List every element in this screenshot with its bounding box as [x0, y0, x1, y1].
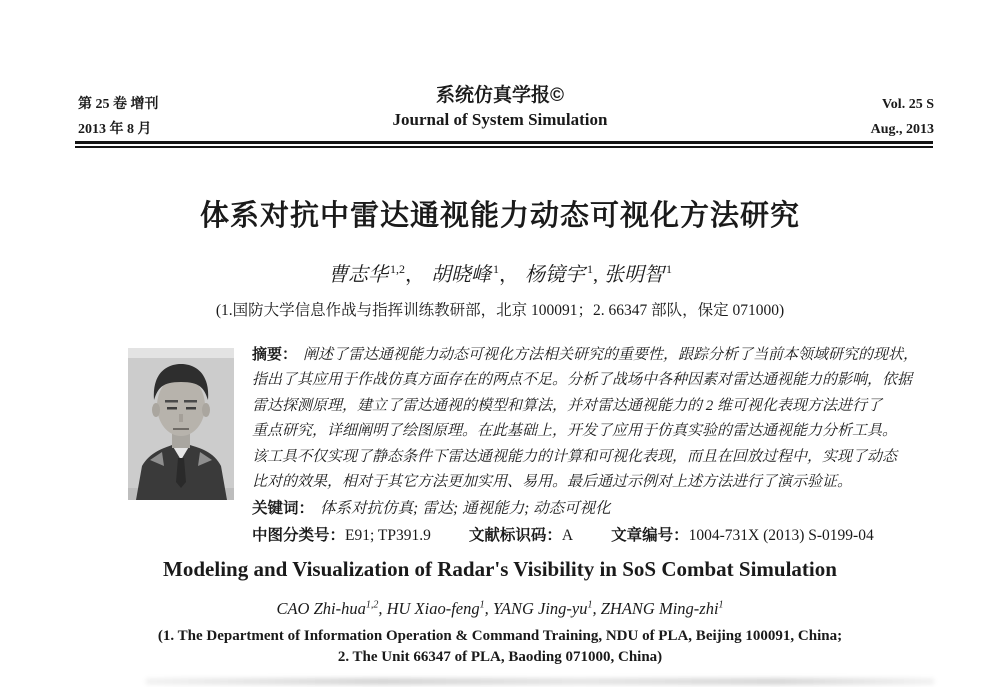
article-id-value: 1004-731X (2013) S-0199-04	[688, 527, 874, 544]
author-separator: ,	[484, 599, 493, 618]
abstract-line	[252, 342, 919, 368]
doc-code-label: 文献标识码：	[468, 527, 562, 544]
abstract-line: 该工具不仅实现了静态条件下雷达通视能力的计算和可视化表现，而且在回放过程中，实现了动态	[252, 448, 898, 465]
author-name: 张明智	[604, 264, 664, 286]
abstract-line: 雷达探测原理，建立了雷达通视的模型和算法，并对雷达通视能力的 2 维可视化表现方法进行了	[252, 397, 883, 414]
article-id-label: 文章编号：	[611, 527, 689, 544]
month-line: Aug., 2013	[870, 122, 934, 137]
author-portrait-icon	[128, 348, 234, 500]
author-separator: ,	[378, 599, 387, 618]
date-line: 2013 年 8 月	[78, 122, 152, 137]
author-affil-sup: 1	[666, 262, 672, 277]
author-affil-sup: 1	[587, 262, 593, 277]
author-line-en	[0, 599, 1000, 619]
author-affil-sup: 1	[479, 599, 485, 611]
keywords-line	[252, 496, 611, 518]
author-name-en: HU Xiao-feng	[386, 599, 480, 618]
paper-title-cn: 体系对抗中雷达通视能力动态可视化方法研究	[199, 200, 800, 232]
header-vol-date	[871, 92, 934, 142]
author-name-en: YANG Jing-yu	[492, 599, 588, 618]
author-photo	[128, 348, 234, 500]
author-affil-sup: 1	[493, 262, 499, 277]
keywords-label: 关键词：	[252, 500, 315, 517]
author-affil-sup: 1	[718, 599, 724, 611]
doc-code-value: A	[561, 527, 574, 544]
abstract-line: 重点研究，详细阐明了绘图原理。在此基础上，开发了应用于仿真实验的雷达通视能力分析工具。	[252, 423, 898, 440]
abstract-label: 摘要：	[252, 346, 298, 363]
author-separator: ,	[592, 599, 601, 618]
clc-label: 中图分类号：	[252, 527, 346, 544]
journal-name-cn: 系统仿真学报©	[436, 85, 564, 106]
vol-line: Vol. 25 S	[881, 97, 934, 112]
author-separator: ，	[499, 264, 519, 286]
author-affil-sup: 1	[587, 599, 593, 611]
journal-name-en: Journal of System Simulation	[392, 110, 608, 129]
abstract-block	[252, 342, 919, 495]
volume-line: 第 25 卷 增刊	[78, 97, 159, 112]
author-name: 杨镜宇	[525, 264, 585, 286]
author-name-en: ZHANG Ming-zhi	[600, 599, 719, 618]
scan-artifact	[145, 678, 935, 685]
meta-line	[252, 523, 874, 545]
header-double-rule	[75, 141, 933, 148]
affiliation-en-line2: 2. The Unit 66347 of PLA, Baoding 071000, China)	[337, 649, 663, 665]
author-name: 胡晓峰	[431, 264, 491, 286]
author-separator: ，	[405, 264, 425, 286]
author-affil-sup: 1,2	[365, 599, 379, 611]
paper-title-en: Modeling and Visualization of Radar's Visibility in SoS Combat Simulation	[163, 557, 837, 581]
clc-value: E91; TP391.9	[345, 527, 431, 544]
author-name-en: CAO Zhi-hua	[276, 599, 366, 618]
author-affil-sup: 1,2	[390, 262, 405, 277]
author-separator: ,	[593, 264, 598, 286]
abstract-text: 阐述了雷达通视能力动态可视化方法相关研究的重要性，跟踪分析了当前本领域研究的现状，	[303, 347, 919, 363]
keywords-text: 体系对抗仿真; 雷达; 通视能力; 动态可视化	[320, 500, 611, 517]
affiliation-cn: (1.国防大学信息作战与指挥训练教研部，北京 100091；2. 66347 部队，保定 071000)	[215, 302, 785, 319]
abstract-line: 指出了其应用于作战仿真方面存在的两点不足。分析了战场中各种因素对雷达通视能力的影响，依据	[252, 372, 913, 389]
author-name: 曹志华	[328, 264, 388, 286]
abstract-line: 比对的效果，相对于其它方法更加实用、易用。最后通过示例对上述方法进行了演示验证。	[252, 474, 853, 491]
affiliation-en-line1: (1. The Department of Information Operation & Command Training, NDU of PLA, Beijing 100091, China;	[157, 628, 843, 644]
journal-masthead	[0, 85, 1000, 133]
author-line-cn	[0, 258, 1000, 287]
